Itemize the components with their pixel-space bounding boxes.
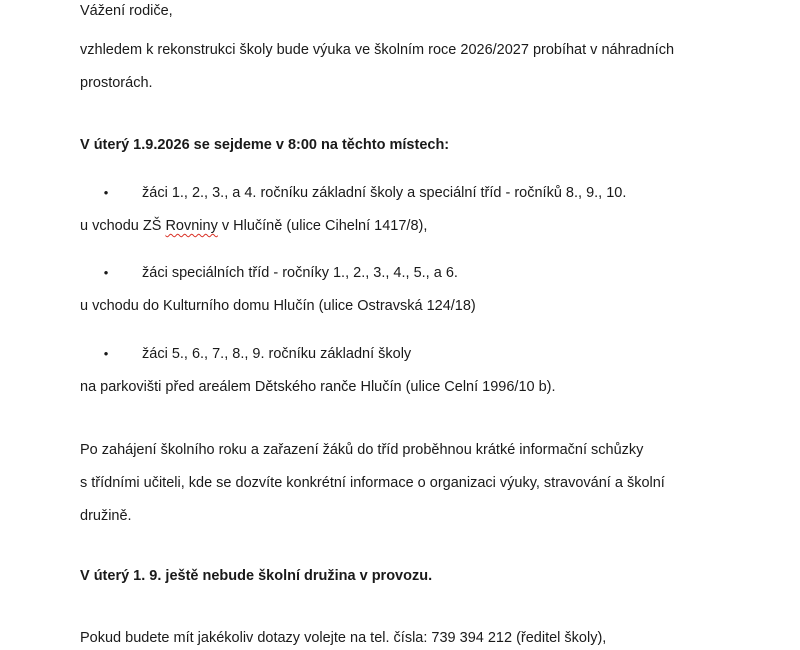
contact-line: Pokud budete mít jakékoliv dotazy volejte na tel. čísla: 739 394 212 (ředitel školy), <box>80 630 607 646</box>
bullet-text-2: žáci speciálních tříd - ročníky 1., 2., 3., 4., 5., a 6. <box>142 265 458 281</box>
bullet-icon: • <box>103 265 109 280</box>
meeting-heading: V úterý 1.9.2026 se sejdeme v 8:00 na těchto místech: <box>80 137 450 153</box>
location-3: na parkovišti před areálem Dětského ranče Hlučín (ulice Celní 1996/10 b). <box>80 379 556 395</box>
bullet-text-3: žáci 5., 6., 7., 8., 9. ročníku základní školy <box>142 346 412 362</box>
location-2: u vchodu do Kulturního domu Hlučín (ulice Ostravská 124/18) <box>80 298 476 314</box>
location-1 <box>80 217 427 235</box>
after-line-1: Po zahájení školního roku a zařazení žáků do tříd proběhnou krátké informační schůzky <box>80 442 644 458</box>
bullet-item-3 <box>103 345 412 363</box>
after-line-2: s třídními učiteli, kde se dozvíte konkrétní informace o organizaci výuky, stravování a školní <box>80 475 665 491</box>
intro-line-1: vzhledem k rekonstrukci školy bude výuka ve školním roce 2026/2027 probíhat v náhradních <box>80 42 675 58</box>
notice: V úterý 1. 9. ještě nebude školní družina v provozu. <box>80 568 433 584</box>
bullet-icon: • <box>103 185 109 200</box>
bullet-item-2 <box>103 264 458 282</box>
spellcheck-flagged-word: Rovniny <box>165 218 218 234</box>
location-1-after: v Hlučíně (ulice Cihelní 1417/8), <box>217 218 428 234</box>
intro-line-2: prostorách. <box>80 75 153 91</box>
salutation: Vážení rodiče, <box>80 3 173 19</box>
location-1-before: u vchodu ZŠ <box>80 218 166 234</box>
bullet-icon: • <box>103 346 109 361</box>
bullet-item-1 <box>103 184 627 202</box>
after-line-3: družině. <box>80 508 132 524</box>
bullet-text-1: žáci 1., 2., 3., a 4. ročníku základní školy a speciální tříd - ročníků 8., 9., 10. <box>142 185 627 201</box>
